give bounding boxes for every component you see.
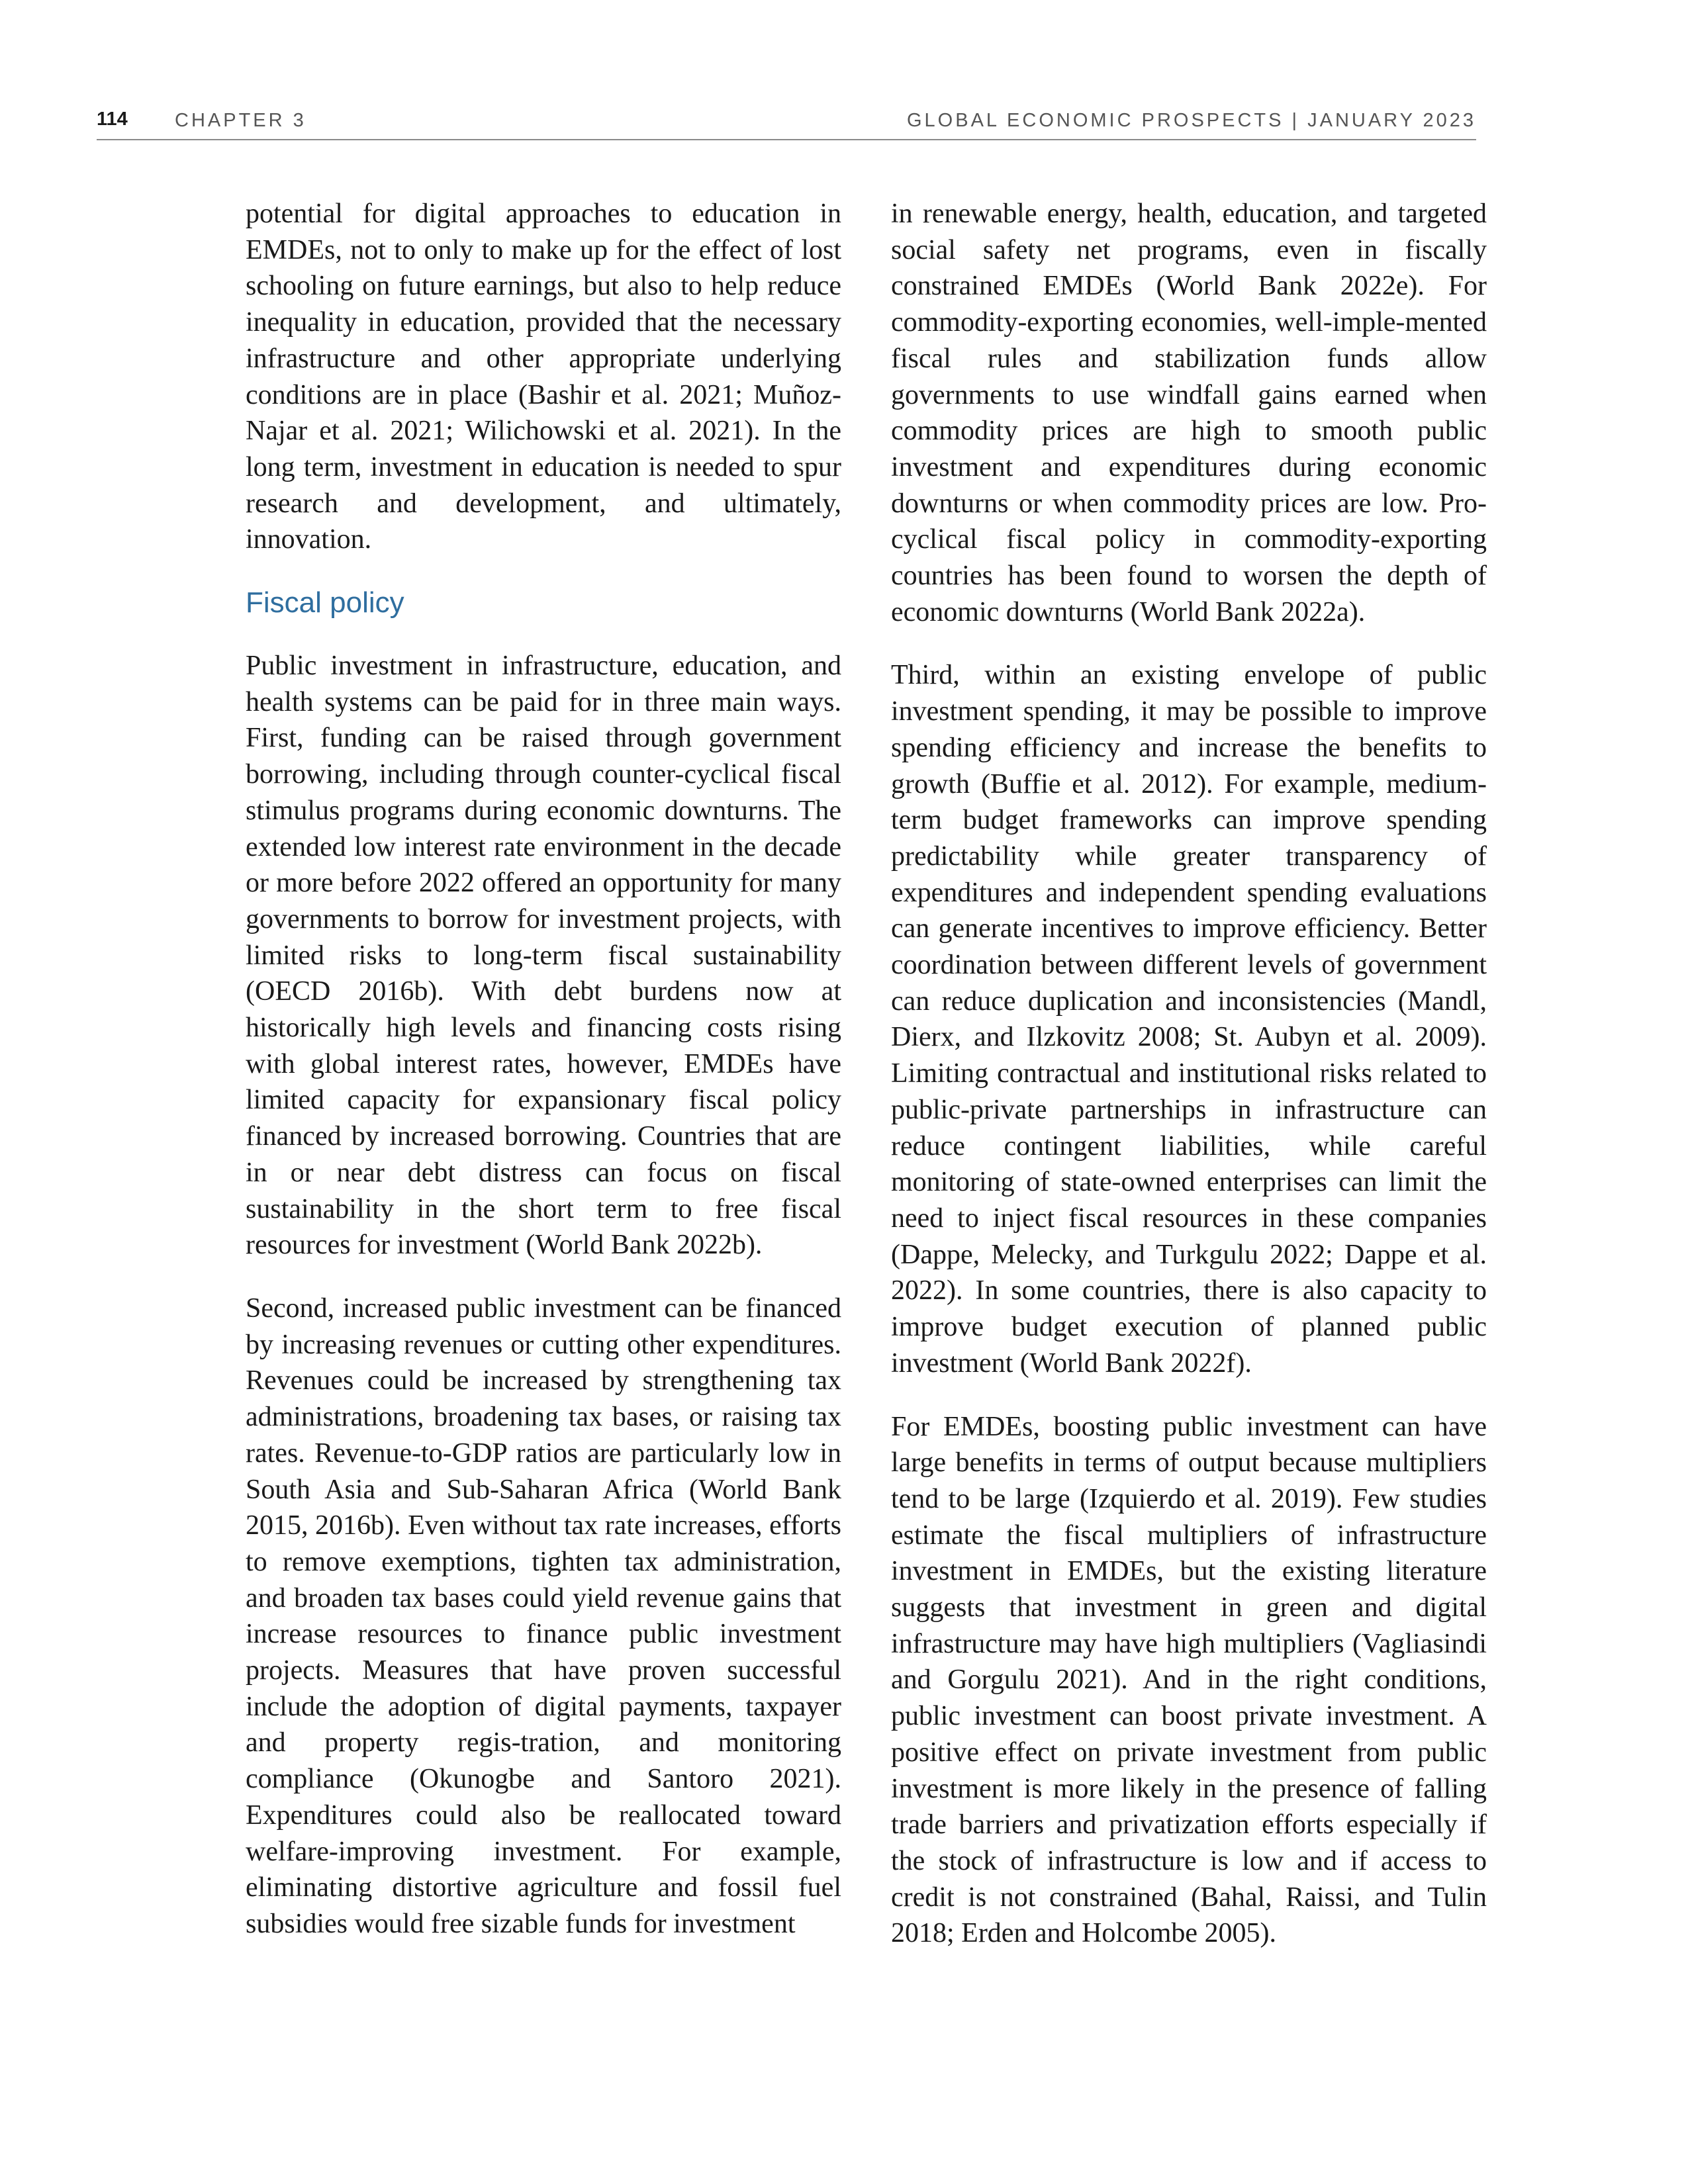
paragraph: potential for digital approaches to education in EMDEs, not to only to make up for the effect of lost schooling on future earnings, but also to help reduce inequality in education, provided that the necessary infrastructure and other appropriate underlying conditions are in place (Bashir et al. 2021; Muñoz-Najar et al. 2021; Wilichowski et al. 2021). In the long term, investment in education is needed to spur research and development, and ultimately, innovation. bbox=[246, 199, 841, 555]
left-column bbox=[246, 196, 841, 1970]
chapter-label: CHAPTER 3 bbox=[175, 110, 306, 131]
paragraph: Second, increased public investment can be financed by increasing revenues or cutting other expenditures. Revenues could be increased by strengthening tax administrations, broadening tax bases, or raising tax rates. Revenue-to-GDP ratios are particularly low in South Asia and Sub-Saharan Africa (World Bank 2015, 2016b). Even without tax rate increases, efforts to remove exemptions, tighten tax administration, and broaden tax bases could yield revenue gains that increase resources to finance public investment projects. Measures that have proven successful include the adoption of digital payments, taxpayer and property regis-tration, and monitoring compliance (Okunogbe and Santoro 2021). Expenditures could also be reallocated toward welfare-improving investment. For example, eliminating distortive agriculture and fossil fuel subsidies would free sizable funds for investment bbox=[246, 1293, 841, 1939]
paragraph: in renewable energy, health, education, and targeted social safety net programs, even in fiscally constrained EMDEs (World Bank 2022e). For commodity-exporting economies, well-imple-mented fiscal rules and stabilization funds allow governments to use windfall gains earned when commodity prices are high to smooth public investment and expenditures during economic downturns or when commodity prices are low. Pro-cyclical fiscal policy in commodity-exporting countries has been found to worsen the depth of economic downturns (World Bank 2022a). bbox=[891, 199, 1487, 627]
right-column bbox=[891, 196, 1487, 1979]
running-header bbox=[97, 107, 1476, 140]
page-number: 114 bbox=[97, 109, 128, 130]
section-heading: Fiscal policy bbox=[246, 586, 404, 619]
paragraph: Public investment in infrastructure, education, and health systems can be paid for in three main ways. First, funding can be raised through government borrowing, including through counter-cyclical fiscal stimulus programs during economic downturns. The extended low interest rate environment in the decade or more before 2022 offered an opportunity for many governments to borrow for investment projects, with limited risks to long-term fiscal sustainability (OECD 2016b). With debt burdens now at historically high levels and financing costs rising with global interest rates, however, EMDEs have limited capacity for expansionary fiscal policy financed by increased borrowing. Countries that are in or near debt distress can focus on fiscal sustainability in the short term to free fiscal resources for investment (World Bank 2022b). bbox=[246, 651, 841, 1261]
paragraph: For EMDEs, boosting public investment can have large benefits in terms of output because multipliers tend to be large (Izquierdo et al. 2019). Few studies estimate the fiscal multipliers of infrastructure investment in EMDEs, but the existing literature suggests that investment in green and digital infrastructure may have high multipliers (Vagliasindi and Gorgulu 2021). And in the right conditions, public investment can boost private investment. A positive effect on private investment from public investment is more likely in the presence of falling trade barriers and privatization efforts especially if the stock of infrastructure is low and if access to credit is not constrained (Bahal, Raissi, and Tulin 2018; Erden and Holcombe 2005). bbox=[891, 1411, 1487, 1949]
publication-title: GLOBAL ECONOMIC PROSPECTS | JANUARY 2023 bbox=[907, 110, 1476, 131]
paragraph: Third, within an existing envelope of public investment spending, it may be possible to improve spending efficiency and increase the benefits to growth (Buffie et al. 2012). For example, medium-term budget frameworks can improve spending predictability while greater transparency of expenditures and independent spending evaluations can generate incentives to improve efficiency. Better coordination between different levels of government can reduce duplication and inconsistencies (Mandl, Dierx, and Ilzkovitz 2008; St. Aubyn et al. 2009). Limiting contractual and institutional risks related to public-private partnerships in infrastructure can reduce contingent liabilities, while careful monitoring of state-owned enterprises can limit the need to inject fiscal resources in these companies (Dappe, Melecky, and Turkgulu 2022; Dappe et al. 2022). In some countries, there is also capacity to improve budget execution of planned public investment (World Bank 2022f). bbox=[891, 660, 1487, 1379]
